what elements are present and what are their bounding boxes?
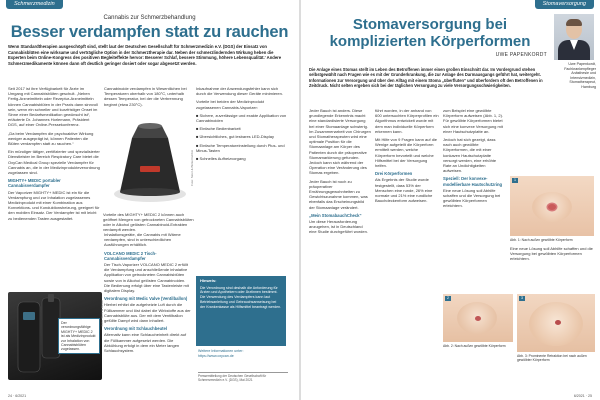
paragraph: Alternativ kann eine Schlaucheinheit direkt auf die Füllkammer aufgesetzt werden. Die Abkühlung erfolgt in dem ein Meter langen Schlauchsystem. (104, 332, 187, 354)
device-caption: Vorteile des MIGHTY+ MEDIC 2 können auch geöffnet Mengen von getrockneten Cannabisblüten oder in Alkohol gelösten Cannabinoid-Extrakten verdampft werden. (103, 212, 194, 232)
paragraph: „Da beim Verdampfen die psychoaktive Wirkung weniger ausgeprägt ist, können Patienten die Blüten verdampfen statt zu rauchen.“ (8, 130, 94, 147)
paragraph: Hierbei erhitzt die aufgeheizte Luft durch die Füllkammer und löst dabei die Wirkstoffe aus der Cannabisblüte aus. Der mit dem Ventilballon gefüllte Dampf wird dann inhaliert. (104, 302, 191, 324)
info-box-title: Hinweis: (200, 278, 217, 283)
photo-credit: Foto: Storz & Bickel (100, 300, 104, 327)
figure-3-caption: Abb. 3: Prominente Retraktion bei nach außen gewölbter Körperform (517, 354, 587, 363)
volcano-illustration (104, 108, 196, 208)
volcano-device-image (104, 108, 196, 208)
paragraph: Der Vaporizer MIGHTY+ MEDIC ist ein für die Verdampfung und zur Inhalation zugelassenes Medizinprodukt mit einer Kombination aus Konvektions- und Konduktionsheizung, geeignet für den mobilen Einsatz. Der Verdampfer ist mit leicht zu bedienenden Tasten ausgestattet. (8, 189, 100, 221)
section-tab-right: Stomaversorgung (535, 0, 594, 9)
portrait-hair (566, 19, 582, 26)
paragraph: Inhalationsgeräte, die Cannabis mit Wärme verdampfen, sind in unterschiedlichen Ausführungen erhältlich. (104, 232, 181, 248)
page-number-left: 24 · 6/2021 (8, 394, 27, 398)
figure-number: 3 (521, 296, 523, 300)
paragraph: Inkaufnahme der Anwendungsfehler kann sich durch die Verwendung dieser Geräte minimieren. (196, 86, 283, 97)
list-item: ■ Einfache Temperatureinstellung durch Plus- und Minus-Tasten (196, 142, 285, 153)
figure-3-photo (517, 294, 595, 352)
web-reference-link[interactable]: https://www.oxycan.de (198, 353, 234, 358)
paragraph: Als Ergebnis der Studie wurde festgestellt, dass 53% der Menschen eine runde, 26% eine normale und 21% eine rundliche Bauchdeckenform aufweisen. (375, 177, 433, 204)
subheading: MIGHTY+ MEDIC portabler Cannabisverdampfer (8, 178, 61, 189)
article-kicker-left: Cannabis zur Schmerzbehandlung (103, 15, 196, 21)
article-author: UWE PAPENKORDT (495, 52, 547, 58)
left-column-3 (196, 86, 288, 274)
author-portrait (554, 14, 594, 60)
web-reference (198, 349, 288, 358)
web-reference-label: Weitere Informationen unter: (198, 349, 244, 353)
right-column-3 (443, 108, 505, 292)
figure-number: 2 (447, 296, 449, 300)
photo-caption: Der verordnungsfähige MIGHTY+ MEDIC 2 ist als Medizinprodukt zur Inhalation von Cannabisblüten zugelassen. (58, 318, 100, 354)
article-headline-left: Besser verdampfen statt zu rauchen (10, 23, 289, 41)
list-item: ■ Einfache Bedienbarkeit (196, 126, 241, 132)
portrait-caption: Uwe Papenkordt, Fachkrankenpfleger Anästhesie und Intensivmedizin, Stomatherapeut, Hamburg (564, 62, 596, 89)
article-headline-right: Stomaversorgung bei komplizierten Körperformen (329, 16, 531, 50)
photo-credit-2: Foto: Storz & Bickel GmbH (190, 150, 194, 186)
article-lead-left: Wenn Standardtherapien ausgeschöpft sind, stellt laut der Deutschen Gesellschaft für Schmerzmedizin e.V. (DGS) der Einsatz von Cannabisblüten eine wirksame und verträgliche Option in der Schmerztherapie dar. Neben der schmerzlindernden Wirkung heben die Experten beim Online-Kongress des positiven Begleiteffekte hervor: Besserer Schlaf, bessere Stimmung, höhere Lebensqualität.' Andere Schmerzmedikamente können dann oft deutlich geringer dosiert oder sogar abgesetzt werden. (8, 44, 282, 66)
figure-number: 1 (514, 178, 516, 182)
section-tab-left: Schmerzmedizin (6, 0, 63, 9)
left-column-1 (8, 86, 100, 292)
paragraph: Eine neue Lösung soll Abhilfe schaffen und die Versorgung bei gewölbten Körperformen erleichtern. (443, 187, 501, 209)
paragraph: führt worden, in der anhand von 600 untersuchten Körperprofilen ein Algorithmus entwickelt wurde mit dem man individuelle Körperform erkennen kann. (375, 108, 439, 134)
paragraph: Jeder Bauch ist noch zu präoperativer Ernährungsgewohnheiten zu Gewichtszunahme kommen, was ebenfalls das Erscheinungsbild der Stomaanlage verändert. (309, 178, 368, 210)
right-column-1 (309, 108, 371, 390)
paragraph: Eine neue Lösung soll Abhilfe schaffen und die Versorgung bei gewölbten Körperformen erleichtern. (510, 246, 593, 262)
paragraph: Cannabinoide verdampfen in Wesentlichen bei Temperaturen oberhalb von 180°C, unterhalb dessen Temperatur, bei der die Verbrennung beginnt (etwa 230°C). (104, 86, 187, 107)
paragraph: Seit 2017 ist ihre Verfügbarkeit für Ärzte im Umgang mit Cannabisblüten geschult. „Neben Fertig-Arzneimitteln oder Rezeptur-Arzneimitteln können Cannabisblüten in der Praxis dann sinnvoll sein, wenn ein schneller und kurzfristiger Onset im Sinne einer Bedarfsmedikation gewünscht ist“, erläuterte Dr. Johannes Horlemann, Präsident DGS, auf einer Online-Pressekonferenz. (8, 86, 98, 128)
left-page (0, 0, 299, 400)
info-box (196, 276, 286, 346)
page-number-right: 6/2021 · 25 (573, 394, 592, 398)
paragraph: Ein mündiger tätiger, zertifizierter und spezialisierter Dienstleister im Bereich Respiratory Care bietet die OxyCan Medical Group spezielle Verdampfer für Cannabis an, die in der Medizinprodukteverordnung zugelassen sind. (8, 149, 100, 176)
figure-2-caption: Abb. 2: Nach außen gewölbte Körperform (443, 344, 506, 348)
figure-stoma (548, 204, 556, 210)
figure-2-photo (443, 294, 513, 342)
subheading: Drei Körperformen (375, 171, 413, 177)
paragraph: Mit Hilfe von 9 Fragen kann auf die Wenige aufgeteilt die Körperform ermittelt werden, welche Körperform bevorteilt und welche Hilfsmittel bei der Versorgung helfen. (375, 137, 438, 169)
list-item: ■ Sichere, zuverlässige und exakte Applikation von Cannabinoiden (196, 112, 287, 124)
paragraph: Der Tisch-Vaporizer VOLCANO MEDIC 2 erfüllt die Verdampfung und anschließende inhalative Applikation von getrockneten Cannabisblüten sowie von in Alkohol gelösten Cannabinoiden. Die Bedienung erfolgt über eine Tastenleiste mit digitalem Display. (104, 262, 189, 294)
subheading: VOLCANO MEDIC 2 Tisch-Cannabisverdampfer (104, 250, 157, 261)
paragraph: zum Beispiel eine gewölbte Körperform aufweisen (Abb. 1, 2). Für gewölbte Körperformen bietet sich eine konvexe Versorgung mit einer Hautschutzplatte an. (443, 108, 504, 134)
paragraph: Um diese Herausforderung anzugehen, ist in Deutschland eine Studie durchgeführt worden. (309, 219, 368, 235)
figure-stoma (475, 316, 481, 321)
figure-1-photo (510, 176, 594, 236)
paragraph: Jeder Bauch ist anders. Diese grundlegende Erkenntnis macht eine standardisierte Versorgung bei einer Stomaanlage schwierig. Im Zusammenarbeit von Chirurgen und Stomatherapeuten wird eine optimale Position für die Stomaanlage am Körper des Patienten durch die präoperative Stomamarkierung gefunden. Jedoch kann sich während der Operation eine Veränderung des Stomas ergeben. (309, 108, 371, 176)
list-item: ■ Schnelles Aufheizvorgang (196, 156, 246, 162)
left-column-2-top (104, 86, 192, 108)
paragraph: Jedoch hat sich gezeigt, dass nach auch gewölbte Körperformen, die mit einer konkaven Hautschutzplatte versorgt werden, eine erhöhte Rate an Undichtigkeiten aufweisen. (443, 137, 497, 174)
subheading: Verordnung mit Medic Valve (Ventilballon) (104, 296, 188, 302)
info-box-text: Die Verordnung sind deshalb die Anforderung für Ärzten und Apothekern oder Ärztinnen bestimmt. Die Verwendung des Verdampfers kann laut Betriebsanleitung und Gebrauchsanweisung bei der Krankenkasse als Hilfsmittel beantragt werden. (200, 285, 282, 309)
figure-1-caption: Abb. 1: Nach außen gewölbte Körperform (510, 238, 573, 242)
subheading: Speziell: Der konvexe-modellierbare Hautschutzring (443, 176, 503, 187)
left-column-2-bottom (104, 232, 192, 382)
list-item: ■ Übersichtliches, gut lesbares LED-Display (196, 134, 275, 140)
footnote: Pressemitteilung der Deutschen Gesellschaft für Schmerzmedizin e.V. (DGS), Mai 2021 (198, 372, 288, 382)
right-column-2 (375, 108, 439, 390)
list-intro: Vorteile bei beiden der Medizinprodukt zugelassenen Cannabis-Vaporizer: (196, 99, 265, 110)
right-page (301, 0, 600, 400)
subheading: Verordnung mit Schlauchbeutel (104, 326, 168, 332)
subheading: „Mein StomabauchCheck“ (309, 212, 362, 218)
figure-stoma (555, 320, 561, 325)
right-column-4 (510, 246, 594, 290)
article-lead-right: Die Anlage eines Stomas stellt im Leben des Betroffenen immer einen großen Einschnitt dar. Im Vordergrund stehen selbstgewählt nach Fragen wie es mit der Grunderkrankung, die zur Anlage des Darmausgangs geführt hat, weitergeht. Informationen zur Versorgung und über den Alltag mit einem Stoma „überfluten“ und überfordern oft den Betroffenen in Zeitdruck. Nicht selten ergeben sich bei der täglichen Versorgung zu viele Versorgungsschwierigkeiten. (309, 67, 543, 89)
